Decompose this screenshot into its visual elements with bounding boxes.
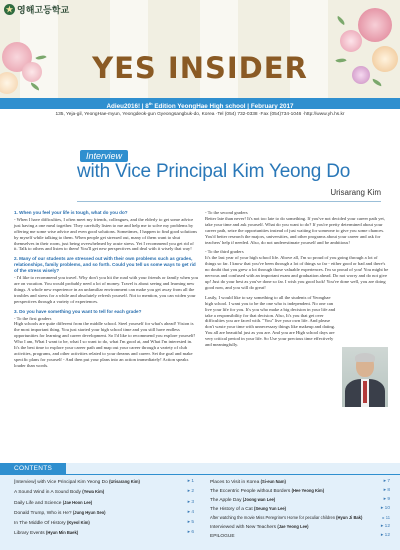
school-logo xyxy=(4,3,69,16)
portrait-photo xyxy=(342,347,388,407)
contents-list-right xyxy=(210,479,390,542)
contents-list-left xyxy=(14,479,194,541)
divider xyxy=(77,201,381,202)
toc-row[interactable]: In The Middle Of History (Kyeol Kim) ▸ 5 xyxy=(14,520,194,527)
toc-row[interactable]: The Apple Day (Joong wan Lee) ▸ 9 xyxy=(210,497,390,503)
toc-row[interactable]: After watching the movie Miss Peregrine's Home for peculiar children (Hyun Ji Bak) ▸ 11 xyxy=(210,515,390,520)
section-tag: Interview xyxy=(80,150,128,162)
answer: - To the third graders It's the last year of your high school life. Above all, I'm so proud of you going through a lot of things so far. I know that you've been through a lot of things so far - either good or bad and there's no doubt that you grew a lot through those valuable experiences. I'm so proud of you! You might be nervous and confused with an important exam and graduation ahead. Do not worry and do not give up! Just do your best as you've done so far. I wish you good luck! You've done well, you are doing good now, and you will do great! xyxy=(205,249,389,290)
answer: - To the first graders High schools are quite different from the middle school. Steel yourself for what's ahead! Vision is the most important thing. You just started your high school time and you still have endless opportunities for learning and career development. So I'd like to recommend you explore yourself! Who I am, What I want to be, what I so want to do, what I'm good at, and What I'm interested in. It's the best time to explore your career path and map out your career through a variety of club activities, programs, and other activities related to your dreams and career. Set the goal and make specific plans for yourself - And then put your plans into an action immediately! Action speaks louder than words. xyxy=(14,315,196,368)
question: 1. When you feel your life is tough, what do you do? xyxy=(14,210,128,215)
school-name: 영해고등학교 xyxy=(17,6,70,16)
contents-divider xyxy=(0,474,400,475)
school-address: 135, Yeja-gil, YeongHae-myun, Yeongdeok-gun Gyeongsangbuk-do, Korea ·Tel (054) 732-0338 ·Fax (054)734-1046 ·http://www.yh.hs.kr xyxy=(55,112,345,117)
answer: - To the second graders Better late than never! It's not too late to do something. If you've not decided your career path yet, take your time and ask yourself. What do you want to do? If you're pretty determined about your career path, seize the opportunities instead of just waiting for someone to give you some chances. You'd better research the majors, universities, and other programs about your career and ask for teachers' help if needed. Also, do not underestimate yourself and be ambitious! xyxy=(205,210,385,245)
toc-row[interactable]: Daily Life and Science (Jae Hoon Lee) ▸ 3 xyxy=(14,499,194,506)
article-column-left xyxy=(14,210,198,373)
contents-title: CONTENTS xyxy=(0,463,66,474)
toc-row[interactable]: [Interview] with Vice Principal Kim Yeong Do (Urisarang Kim) ▸ 1 xyxy=(14,479,194,485)
toc-row[interactable]: The History of a Cat (Seung Yun Lee) ▸ 10 xyxy=(210,506,390,512)
toc-row[interactable]: EPILOGUE ▸ 12 xyxy=(210,533,390,539)
newsletter-title: YES INSIDER xyxy=(92,51,308,85)
toc-row[interactable]: The Eccentric People without Borders (Hee Yeong Kim) ▸ 8 xyxy=(210,488,390,494)
masthead xyxy=(0,0,400,98)
toc-row[interactable]: Interviewed with New Teachers (Jae Yeong Lee) ▸ 12 xyxy=(210,524,390,530)
answer: - I'd like to recommend you travel. Why don't you hit the road with your friends or family when you are on vacation. You would probably need a lot of money. Travel is about seeing and learning new things. A whole new experience in an unfamiliar environment can make you get away from all the troubles and stress for a while and absolutely refresh yourself. Not to mention, you can widen your perspectives through a variety of experiences. xyxy=(14,275,199,304)
question: 3. Do you have something you want to tell for each grade? xyxy=(14,308,142,314)
answer: - When I have difficulties, I often meet my friends, colleagues, and the elderly to get some advice just having a one meal together. They carefully listen to me and help me to solve my problems by offering me some wise advice and even good solutions. Sometimes, I happen to find good solutions by myself while talking to them. When people get stressed out, many of them want to shut themselves in their room, just being overwhelmed by acute stress. Yet I recommend you get rid of it. Talk to others and listen to them! You'll get new perspectives and deal with it wisely that way! xyxy=(14,216,197,252)
toc-row[interactable]: Library Events (Hyun Min Baek) ▸ 6 xyxy=(14,530,194,537)
question: 2. Many of our students are stressed out with their own problems such as grades, relationships, family problems, and so forth. Could you tell us some ways to get rid of the stress wisely? xyxy=(14,256,196,274)
article-headline: with Vice Principal Kim Yeong Do xyxy=(77,161,351,182)
article-column-right xyxy=(205,210,389,352)
article-byline: Urisarang Kim xyxy=(330,188,381,197)
issue-bar: Adieu2016! | 8th Edition YeongHae High school | February 2017 xyxy=(0,98,400,109)
toc-row[interactable]: Places to Visit in Korea (Si-eun Nam) ▸ 7 xyxy=(210,479,390,485)
school-logo-icon: ★ xyxy=(5,5,14,14)
closing-remarks: Lastly, I would like to say something to all the students of Yeonghae high school. I want you to be the one who is independent. No one can live your life for you. It's you who make a big decision in your life and take a responsibility for that decision. Also, It's you that get over difficulties you are faced with. "You" live your own life. And please don't waste your time with unnecessary things like makeup and dating. You all are beautiful just as you are. And you are High school days are very critical period in your life. So Use your precious time effectively and meaningfully. xyxy=(205,294,336,348)
toc-row[interactable]: Donald Trump, Who is He? (Jung Hyun Seo) ▸ 4 xyxy=(14,509,194,516)
toc-row[interactable]: A Sound Wind in A Sound Body (Yewa Kim) ▸ 2 xyxy=(14,489,194,496)
contents-section xyxy=(0,463,400,550)
